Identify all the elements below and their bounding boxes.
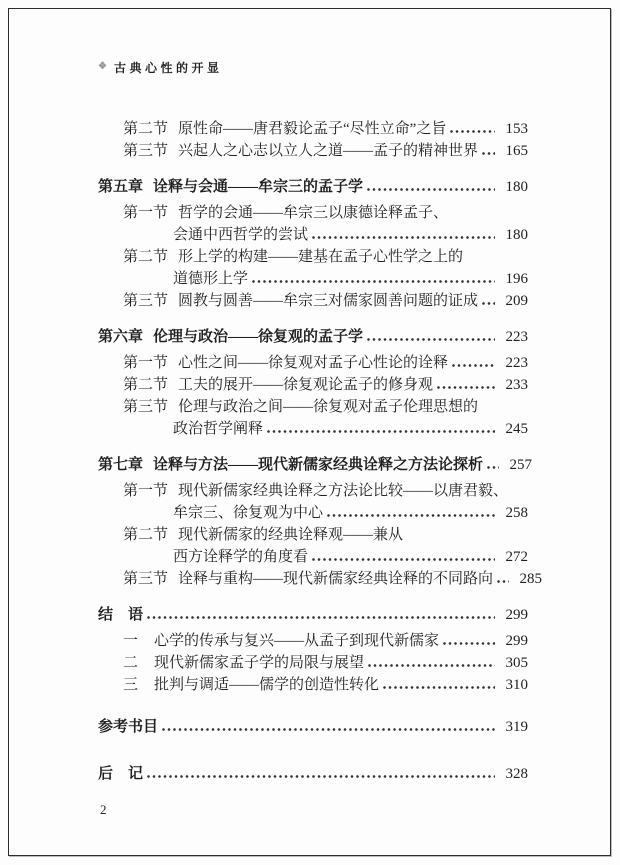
toc-chapter xyxy=(98,176,528,198)
toc-entry-title: 现代新儒家孟子学的局限与展望 xyxy=(154,655,365,671)
toc-entry-title: 哲学的会通——牟宗三以康德诠释孟子、 xyxy=(178,205,449,221)
toc-entry-number: 一 xyxy=(123,633,139,649)
toc-entry-number: 二 xyxy=(123,655,139,671)
toc-entry-title: 工夫的展开——徐复观论孟子的修身观 xyxy=(178,377,434,393)
dot-leader xyxy=(481,290,496,312)
toc-entry-page: 257 xyxy=(509,457,533,473)
toc-entry-continuation xyxy=(98,224,528,246)
dot-leader xyxy=(481,140,496,162)
dot-leader xyxy=(326,502,496,524)
dot-leader xyxy=(311,224,496,246)
toc-entry-title: 形上学的构建——建基在孟子心性学之上的 xyxy=(178,249,464,265)
toc-entry-continuation xyxy=(98,546,528,568)
toc-entry xyxy=(98,140,528,162)
toc-entry-page: 272 xyxy=(505,549,528,565)
toc-entry xyxy=(98,374,528,396)
toc-entry xyxy=(98,524,528,546)
dot-leader xyxy=(496,568,510,590)
toc-entry xyxy=(98,118,528,140)
toc-entry-number: 三 xyxy=(123,677,139,693)
toc-chapter xyxy=(98,454,533,476)
toc-entry-number: 第三节 xyxy=(123,293,169,309)
toc-chapter xyxy=(98,716,528,738)
toc-entry-title: 伦理与政治之间——徐复观对孟子伦理思想的 xyxy=(178,399,479,415)
toc-entry-page: 223 xyxy=(505,355,528,371)
toc-chapter xyxy=(98,604,528,626)
ornament-icon: ❖ xyxy=(98,61,107,72)
toc-entry-title: 后 记 xyxy=(98,766,144,782)
dot-leader xyxy=(161,716,496,738)
dot-leader xyxy=(442,630,496,652)
toc-entry-page: 328 xyxy=(505,766,528,782)
toc-entry-number: 第二节 xyxy=(123,249,169,265)
toc-entry-page: 299 xyxy=(505,607,528,623)
toc-entry-continuation xyxy=(98,268,528,290)
dot-leader xyxy=(449,118,496,140)
toc-entry-number: 第二节 xyxy=(123,377,169,393)
toc-entry-page: 153 xyxy=(505,121,528,137)
toc-entry-title: 现代新儒家经典诠释之方法论比较——以唐君毅、 xyxy=(178,483,509,499)
toc-entry-page: 165 xyxy=(505,143,528,159)
toc-entry xyxy=(98,630,528,652)
dot-leader xyxy=(146,763,496,785)
toc-entry-title: 伦理与政治——徐复观的孟子学 xyxy=(153,329,364,345)
toc-entry-page: 196 xyxy=(505,271,528,287)
toc-entry-title: 心性之间——徐复观对孟子心性论的诠释 xyxy=(178,355,449,371)
toc-entry-number: 第三节 xyxy=(123,143,169,159)
toc-entry-title: 兴起人之心志以立人之道——孟子的精神世界 xyxy=(178,143,479,159)
running-header-title: 古典心性的开显 xyxy=(113,61,223,75)
toc-entry-title: 道德形上学 xyxy=(173,271,249,287)
dot-leader xyxy=(382,674,496,696)
dot-leader xyxy=(367,652,496,674)
dot-leader xyxy=(266,418,496,440)
toc-entry-title: 会通中西哲学的尝试 xyxy=(173,227,309,243)
toc-entry-continuation xyxy=(98,418,528,440)
toc-entry xyxy=(98,480,528,502)
toc-entry-page: 209 xyxy=(505,293,528,309)
toc-entry-number: 第三节 xyxy=(123,399,169,415)
dot-leader xyxy=(451,352,496,374)
toc-entry-page: 285 xyxy=(519,571,543,587)
toc-entry xyxy=(98,652,528,674)
toc-entry xyxy=(98,674,528,696)
dot-leader xyxy=(436,374,496,396)
toc-entry-number: 第六章 xyxy=(98,329,144,345)
toc-entry-number: 第二节 xyxy=(123,527,169,543)
page-content xyxy=(98,60,543,789)
dot-leader xyxy=(251,268,496,290)
toc-entry-page: 310 xyxy=(505,677,528,693)
dot-leader xyxy=(366,326,496,348)
toc-entry-title: 结 语 xyxy=(98,607,144,623)
toc-entry-page: 180 xyxy=(505,179,528,195)
toc-entry-title: 牟宗三、徐复观为中心 xyxy=(173,505,324,521)
toc-entry-page: 299 xyxy=(505,633,528,649)
toc-entry-title: 政治哲学阐释 xyxy=(173,421,264,437)
toc-entry-title: 西方诠释学的角度看 xyxy=(173,549,309,565)
toc-entry xyxy=(98,202,528,224)
dot-leader xyxy=(486,454,500,476)
toc-entry-title: 诠释与重构——现代新儒家经典诠释的不同路向 xyxy=(178,571,494,587)
toc-entry xyxy=(98,246,528,268)
toc-entry xyxy=(98,568,543,590)
toc-entry-number: 第一节 xyxy=(123,355,169,371)
dot-leader xyxy=(146,604,496,626)
toc-chapter xyxy=(98,326,528,348)
toc-entry-title: 原性命——唐君毅论孟子“尽性立命”之旨 xyxy=(178,121,447,137)
toc-chapter xyxy=(98,763,528,785)
toc-entry-page: 245 xyxy=(505,421,528,437)
toc-entry-number: 第五章 xyxy=(98,179,144,195)
toc-entry-page: 319 xyxy=(505,719,528,735)
toc-entry-number: 第七章 xyxy=(98,457,144,473)
toc-entry-page: 233 xyxy=(505,377,528,393)
toc-entry-number: 第三节 xyxy=(123,571,169,587)
toc-entry-number: 第二节 xyxy=(123,121,169,137)
toc-entry xyxy=(98,290,528,312)
toc-entry-continuation xyxy=(98,502,528,524)
toc-entry-title: 现代新儒家的经典诠释观——兼从 xyxy=(178,527,404,543)
toc-entry-title: 诠释与方法——现代新儒家经典诠释之方法论探析 xyxy=(153,457,484,473)
toc-entry xyxy=(98,396,528,418)
toc-entry-number: 第一节 xyxy=(123,205,169,221)
toc-entry-page: 223 xyxy=(505,329,528,345)
toc-entry xyxy=(98,352,528,374)
running-header xyxy=(98,60,528,76)
dot-leader xyxy=(366,176,496,198)
toc-entry-title: 诠释与会通——牟宗三的孟子学 xyxy=(153,179,364,195)
toc-entry-page: 180 xyxy=(505,227,528,243)
folio-page-number: 2 xyxy=(100,802,107,817)
toc-entry-page: 258 xyxy=(505,505,528,521)
toc-entry-page: 305 xyxy=(505,655,528,671)
toc-entry-title: 批判与调适——儒学的创造性转化 xyxy=(154,677,380,693)
toc-entry-title: 参考书目 xyxy=(98,719,159,735)
dot-leader xyxy=(311,546,496,568)
toc-entry-number: 第一节 xyxy=(123,483,169,499)
toc-entry-title: 心学的传承与复兴——从孟子到现代新儒家 xyxy=(154,633,440,649)
toc-entry-title: 圆教与圆善——牟宗三对儒家圆善问题的证成 xyxy=(178,293,479,309)
